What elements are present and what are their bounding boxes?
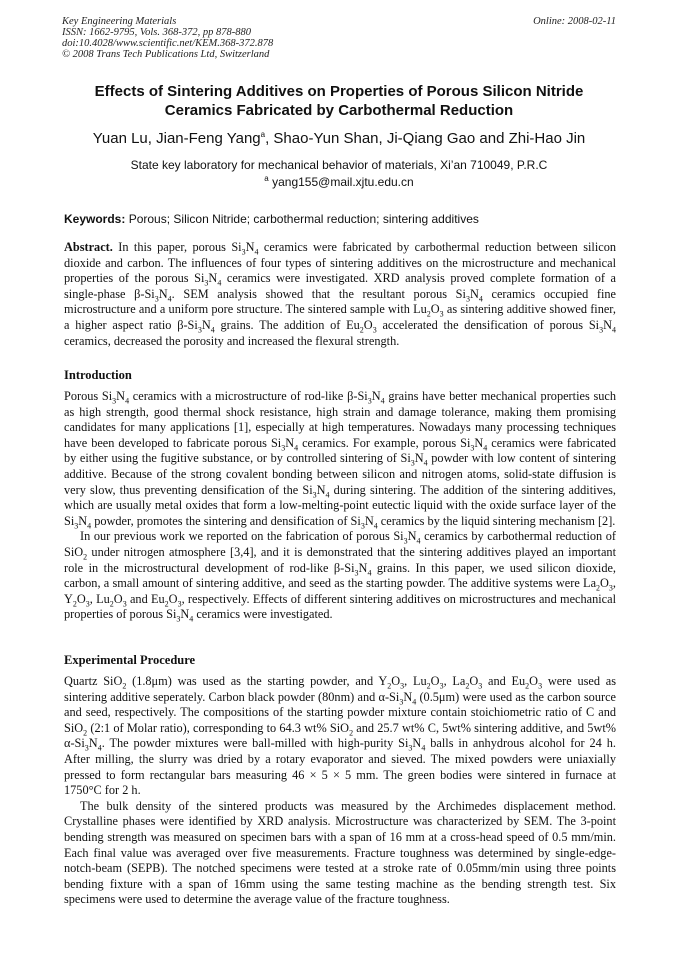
section-heading-experimental: Experimental Procedure	[64, 653, 196, 667]
keywords-text: Porous; Silicon Nitride; carbothermal reduction; sintering additives	[128, 212, 479, 226]
title-line-1: Effects of Sintering Additives on Properties of Porous Silicon Nitride	[94, 83, 584, 100]
issn-line: ISSN: 1662-9795, Vols. 368-372, pp 878-880	[62, 27, 251, 38]
journal-header	[62, 16, 618, 60]
affiliation-block	[62, 157, 616, 191]
keywords-label: Keywords:	[64, 212, 126, 226]
authors-part-1: Yuan Lu, Jian-Feng Yang	[92, 130, 261, 147]
section-heading-introduction: Introduction	[64, 368, 132, 382]
affiliation: State key laboratory for mechanical behavior of materials, Xi’an 710049, P.R.C	[130, 158, 548, 172]
abstract-label: Abstract.	[64, 240, 113, 254]
abstract-paragraph: Abstract. In this paper, porous $Si_3N_4$ ceramics were fabricated by carbothermal reduction between silicon dioxide and carbon. The influences of four types of sintering additives on the microstructure and mechanical properties of the porous $Si_3N_4$ ceramics were investigated. XRD analysis proved complete formation of a single-phase $\beta-Si_3N_4$. SEM analysis showed that the resultant porous $Si_3N_4$ ceramics occupied fine microstructure and a uniform pore structure. The sintered sample with $Lu_2O_3$ as sintering additive showed finer, a higher aspect ratio $\beta-Si_3N_4$ grains. The addition of $Eu_2O_3$ accelerated the densification of porous $Si_3N_4$ ceramics, decreased the porosity and increased the flexural strength.	[64, 240, 616, 348]
paper-title	[62, 82, 616, 120]
introduction-text: Porous $Si_3N_4$ ceramics with a microstructure of rod-like $\beta-Si_3N_4$ grains have better mechanical properties such as high strength, good thermal shock resistance, high strain and damage tolerance, making them promising candidates for many applications [1], especially at high temperatures. Nowadays many processing techniques have been developed to fabricate porous $Si_3N_4$ ceramics. For example, porous $Si_3N_4$ ceramics were fabricated by either using the fugitive substance, or by controlled sintering of $Si_3N_4$ powder with low content of sintering additive. Because of the strong covalent bonding between silicon and nitrogen atoms, solid-state diffusion is very slow, thus preventing densification of the $Si_3N_4$ during sintering. The addition of the sintering additives, which are usually metal oxides that form a low-melting-point eutectic liquid with the oxide surface layer of the $Si_3N_4$ powder, promotes the sintering and densification of $Si_3N_4$ ceramics by the liquid sintering mechanism [2]. In our previous work we reported on the fabrication of porous $Si_3N_4$ ceramics by carbothermal reduction of SiO$_2$ under nitrogen atmosphere [3,4], and it is demonstrated that the sintering additives played an important role in the microstructural development of rod-like $\beta-Si_3N_4$ grains. In this paper, we used silicon dioxide, carbon, a small amount of sintering additive, and seed as the starting powder. The additive systems were $La_2O_3$, $Y_2O_3$, $Lu_2O_3$ and $Eu_2O_3$, respectively. Effects of different sintering additives on microstructures and mechanical properties of porous $Si_3N_4$ ceramics were investigated.	[64, 389, 617, 624]
title-line-2: Ceramics Fabricated by Carbothermal Reduction	[164, 102, 514, 119]
email-line	[62, 174, 616, 191]
keywords-line	[64, 211, 616, 227]
author-list	[62, 130, 616, 148]
copyright-line: © 2008 Trans Tech Publications Ltd, Switzerland	[62, 49, 270, 60]
author-affil-mark: a	[260, 130, 266, 139]
online-date: Online: 2008-02-11	[533, 16, 616, 27]
email-mark: a	[264, 174, 269, 183]
experimental-text: Quartz SiO$_2$ (1.8μm) was used as the starting powder, and $Y_2O_3$, $Lu_2O_3$, $La_2O_3$ and $Eu_2O_3$ were used as sintering additive seperately. Carbon black powder (80nm) and $\alpha-Si_3N_4$ (0.5μm) were used as the carbon source and seed, respectively. The compositions of the starting powder mixture contain stoichiometric ratio of C and SiO$_2$ (2:1 of Molar ratio), corresponding to 64.3 wt% SiO$_2$ and 25.7 wt% C, 5wt% sintering additive, and 5wt% $\alpha-Si_3N_4$. The powder mixtures were ball-milled with high-purity $Si_3N_4$ balls in anhydrous alcohol for 24 h. After milling, the slurry was dried by a rotary evaporator and sieved. The mixed powders were uniaxially pressed to form rectangular bars measuring 46 × 5 × 5 mm. The green bodies were sintered in furnace at 1750°C for 2 h. The bulk density of the sintered products was measured by the Archimedes displacement method. Crystalline phases were identified by XRD analysis. Microstructure was characterized by SEM. The 3-point bending strength was measured on specimen bars with a span of 16 mm at a cross-head speed of 0.5 mm/min. Each final value was averaged over five measurements. Fracture toughness was determined by single-edge-notch-beam (SEPB). The notched specimens were tested at a stroke rate of 0.05mm/min using three points bending fixture with a span of 16mm using the same testing machine as the bending strength test. Six specimens were used to determine the average value of the fracture toughness.	[64, 674, 616, 907]
journal-name: Key Engineering Materials	[62, 16, 177, 27]
doi-line: doi:10.4028/www.scientific.net/KEM.368-372.878	[62, 38, 274, 49]
email-address: yang155@mail.xjtu.edu.cn	[272, 175, 414, 189]
authors-part-2: , Shao-Yun Shan, Ji-Qiang Gao and Zhi-Hao Jin	[265, 130, 586, 147]
